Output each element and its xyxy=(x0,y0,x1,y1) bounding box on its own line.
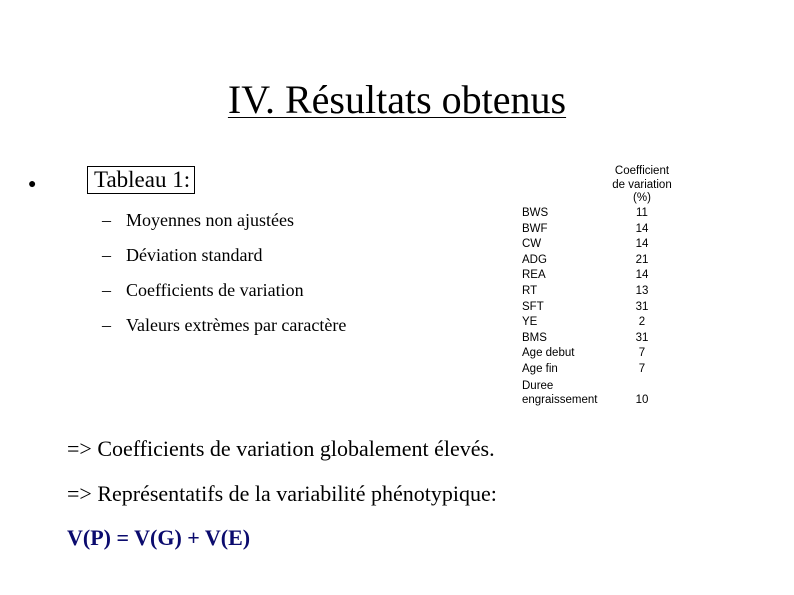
slide-title xyxy=(0,76,794,124)
conclusion-text: => Coefficients de variation globalement élevés. xyxy=(67,436,495,461)
cv-table-header xyxy=(602,165,682,206)
row-name: Age fin xyxy=(522,362,558,375)
conclusion-text: => Représentatifs de la variabilité phénotypique: xyxy=(67,481,497,506)
row-value: 7 xyxy=(638,362,646,375)
row-name: BWF xyxy=(522,222,548,235)
row-value: 14 xyxy=(635,269,649,282)
row-name: SFT xyxy=(522,300,544,313)
row-value: 14 xyxy=(635,222,649,235)
row-value: 7 xyxy=(638,347,646,360)
row-name: Age debut xyxy=(522,347,575,360)
row-name: BWS xyxy=(522,207,549,219)
row-name: BMS xyxy=(522,331,547,344)
list-item-text: Valeurs extrèmes par caractère xyxy=(126,315,347,335)
bullet-dot-icon: ● xyxy=(28,177,37,192)
row-name: ADG xyxy=(522,253,547,266)
dash-icon: – xyxy=(102,245,111,265)
dash-icon: – xyxy=(102,210,111,230)
row-value: 31 xyxy=(635,300,649,313)
list-item-text: Coefficients de variation xyxy=(126,280,304,300)
row-value: 11 xyxy=(636,207,648,219)
row-name xyxy=(522,379,597,407)
list-item-text: Moyennes non ajustées xyxy=(126,210,294,230)
row-value: 13 xyxy=(635,284,649,297)
row-name-line: Duree xyxy=(522,379,554,392)
row-value: 2 xyxy=(638,316,646,329)
cv-header-line: de variation xyxy=(612,178,672,191)
list-item-text: Déviation standard xyxy=(126,245,263,265)
row-value: 31 xyxy=(635,331,649,344)
row-name-line: engraissement xyxy=(522,393,598,406)
row-value: 14 xyxy=(635,238,649,251)
slide-title-text: IV. Résultats obtenus xyxy=(227,77,567,122)
variance-formula: V(P) = V(G) + V(E) xyxy=(67,525,251,550)
tableau-label: Tableau 1: xyxy=(87,166,195,194)
row-name: REA xyxy=(522,269,546,282)
row-value: 21 xyxy=(635,253,649,266)
cv-header-line: Coefficient xyxy=(614,165,670,177)
row-value: 10 xyxy=(635,393,649,406)
row-name: YE xyxy=(522,316,538,329)
row-name: RT xyxy=(522,284,538,297)
dash-icon: – xyxy=(102,315,111,335)
dash-icon: – xyxy=(102,280,111,300)
row-name: CW xyxy=(522,238,542,251)
cv-header-line: (%) xyxy=(633,192,651,204)
